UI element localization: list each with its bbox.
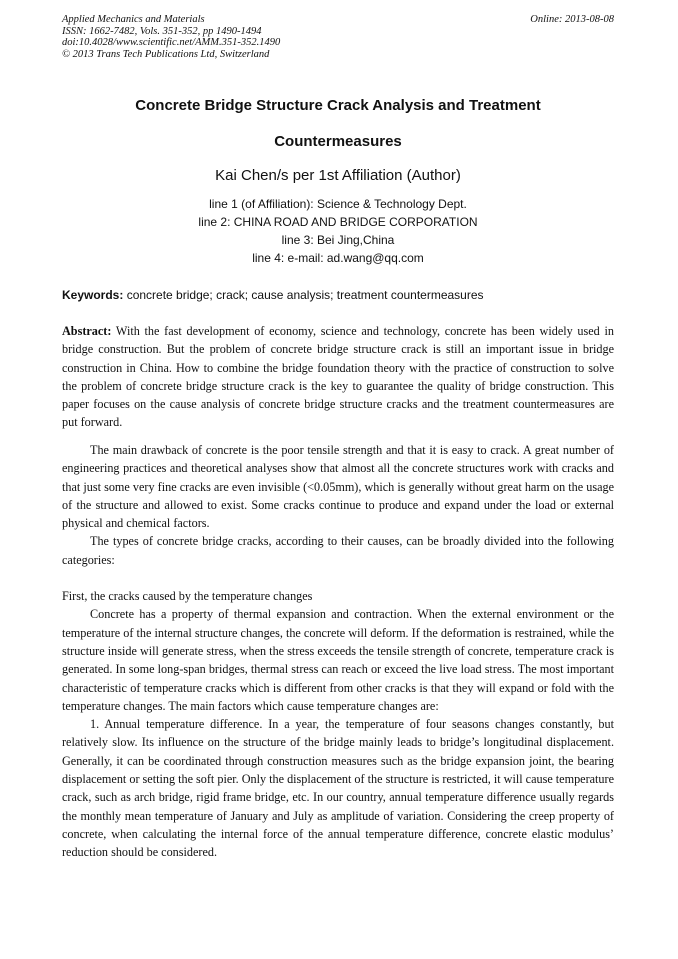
affiliation-line-4: line 4: e-mail: ad.wang@qq.com	[252, 251, 424, 265]
abstract	[62, 322, 614, 432]
affiliation-line-2: line 2: CHINA ROAD AND BRIDGE CORPORATION	[198, 215, 478, 229]
abstract-label: Abstract:	[62, 324, 112, 338]
online-date: Online: 2013-08-08	[530, 14, 614, 25]
author-name: Kai Chen/s per 1st Affiliation (Author)	[215, 167, 461, 184]
keywords-text: concrete bridge; crack; cause analysis; treatment countermeasures	[123, 288, 484, 302]
section-heading-1: First, the cracks caused by the temperature changes	[62, 589, 313, 604]
paragraph-1: The main drawback of concrete is the poor tensile strength and that it is easy to crack. A great number of engineering practices and theoretical analyses show that almost all the concrete structures work with cracks and that just some very fine cracks are even invisible (<0.05mm), which is generally without great harm on the usage of the structure and allowed to exist. Some cracks continue to produce and expand under the load or external physical and chemical factors.	[62, 443, 614, 531]
affiliation-block	[62, 195, 614, 267]
affiliation-line-1: line 1 (of Affiliation): Science & Technology Dept.	[209, 197, 467, 211]
copyright-line: © 2013 Trans Tech Publications Ltd, Switzerland	[62, 48, 270, 60]
title-line-1: Concrete Bridge Structure Crack Analysis and Treatment	[135, 97, 541, 114]
keywords	[62, 288, 614, 302]
journal-meta	[62, 14, 280, 60]
doi-line: doi:10.4028/www.scientific.net/AMM.351-352.1490	[62, 37, 281, 48]
title-line-2: Countermeasures	[274, 133, 402, 150]
paragraph-3: Concrete has a property of thermal expansion and contraction. When the external environment or the temperature of the internal structure changes, the concrete will deform. If the deformation is restrained, while the structure inside will generate stress, when the stress exceeds the tensile strength of concrete, temperature crack is generated. In some long-span bridges, thermal stress can reach or exceed the live load stress. The most important characteristic of temperature cracks which is different from other cracks is that they will expand or fold with the temperature changes. The main factors which cause temperature changes are:	[62, 607, 614, 713]
paragraph-2: The types of concrete bridge cracks, according to their causes, can be broadly divided into the following categories:	[62, 534, 614, 567]
issn-line: ISSN: 1662-7482, Vols. 351-352, pp 1490-1494	[62, 25, 262, 37]
paper-title	[62, 88, 614, 160]
journal-name: Applied Mechanics and Materials	[62, 14, 205, 25]
paragraph-4: 1. Annual temperature difference. In a year, the temperature of four seasons changes constantly, but relatively slow. Its influence on the structure of the bridge mainly leads to bridge’s longitudinal displacement. Generally, it can be coordinated through construction measures such as the bridge expansion joint, the bearing displacement or setting the soft pier. Only the displacement of the structure is restricted, it will cause temperature crack, such as arch bridge, rigid frame bridge, etc. In our country, annual temperature difference usually regards the monthly mean temperature of January and July as amplitude of variation. Considering the creep property of concrete, when calculating the internal force of the annual temperature difference, concrete elastic modulus’ reduction should be considered.	[62, 717, 614, 860]
keywords-label: Keywords:	[62, 288, 124, 302]
abstract-text: With the fast development of economy, science and technology, concrete has been widely used in bridge construction. But the problem of concrete bridge structure crack is still an important issue in bridge construction in China. How to combine the bridge foundation theory with the practice of construction to solve the problem of concrete bridge structure crack is the key to guarantee the quality of bridge construction. This paper focuses on the cause analysis of concrete bridge structure cracks and the treatment countermeasures are put forward.	[62, 324, 614, 430]
main-text	[62, 441, 614, 862]
affiliation-line-3: line 3: Bei Jing,China	[281, 233, 395, 247]
